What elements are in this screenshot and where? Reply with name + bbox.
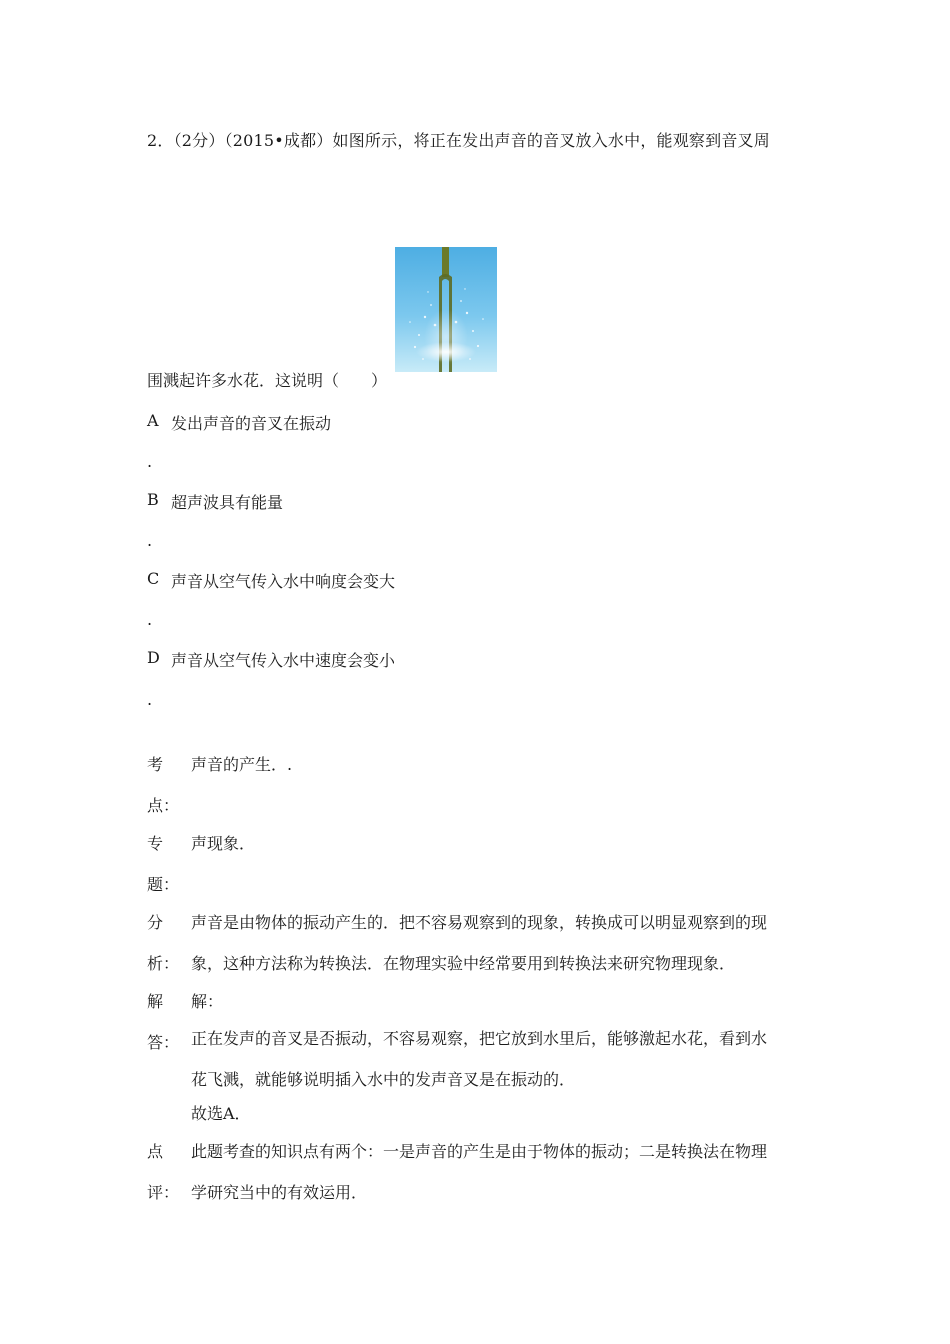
question-line-1: 2．（2分）（2015•成都）如图所示，将正在发出声音的音叉放入水中，能观察到音叉周 [147, 131, 770, 150]
kaodian-text: 声音的产生．. [191, 755, 293, 774]
zhuanti-label-2: 题： [147, 875, 180, 894]
option-c-dot: . [147, 610, 153, 629]
option-c-letter: C [147, 569, 160, 588]
jieda-line-1: 解： [191, 992, 224, 1011]
fenxi-label-1: 分 [147, 913, 164, 932]
jieda-label-1: 解 [147, 992, 164, 1011]
jieda-line-4: 故选A． [191, 1104, 251, 1123]
jieda-label-2: 答： [147, 1033, 180, 1052]
zhuanti-text: 声现象． [191, 834, 256, 853]
option-d-letter: D [147, 648, 160, 667]
fenxi-line-1: 声音是由物体的振动产生的．把不容易观察到的现象，转换成可以明显观察到的现 [191, 913, 768, 932]
option-d-dot: . [147, 690, 153, 709]
dianping-line-1: 此题考查的知识点有两个：一是声音的产生是由于物体的振动；二是转换法在物理 [191, 1142, 768, 1161]
option-b-text: 超声波具有能量 [171, 493, 284, 512]
dianping-line-2: 学研究当中的有效运用． [191, 1183, 368, 1202]
kaodian-label-2: 点： [147, 796, 180, 815]
option-b-letter: B [147, 490, 159, 509]
jieda-line-2: 正在发声的音叉是否振动，不容易观察，把它放到水里后，能够激起水花，看到水 [191, 1029, 768, 1048]
option-a-text: 发出声音的音叉在振动 [171, 414, 332, 433]
zhuanti-label-1: 专 [147, 834, 164, 853]
jieda-line-3: 花飞溅，就能够说明插入水中的发声音叉是在振动的． [191, 1070, 576, 1089]
option-a-letter: A [147, 411, 159, 430]
dianping-label-2: 评： [147, 1183, 180, 1202]
question-line-2: 围溅起许多水花．这说明（ ） [147, 371, 388, 390]
option-c-text: 声音从空气传入水中响度会变大 [171, 572, 396, 591]
option-d-text: 声音从空气传入水中速度会变小 [171, 651, 396, 670]
tuning-fork-figure [395, 247, 497, 372]
option-a-dot: . [147, 452, 153, 471]
kaodian-label-1: 考 [147, 755, 164, 774]
fenxi-label-2: 析： [147, 954, 180, 973]
fenxi-line-2: 象，这种方法称为转换法．在物理实验中经常要用到转换法来研究物理现象． [191, 954, 736, 973]
option-b-dot: . [147, 531, 153, 550]
tuning-fork-in-water-image [395, 247, 497, 372]
dianping-label-1: 点 [147, 1142, 164, 1161]
